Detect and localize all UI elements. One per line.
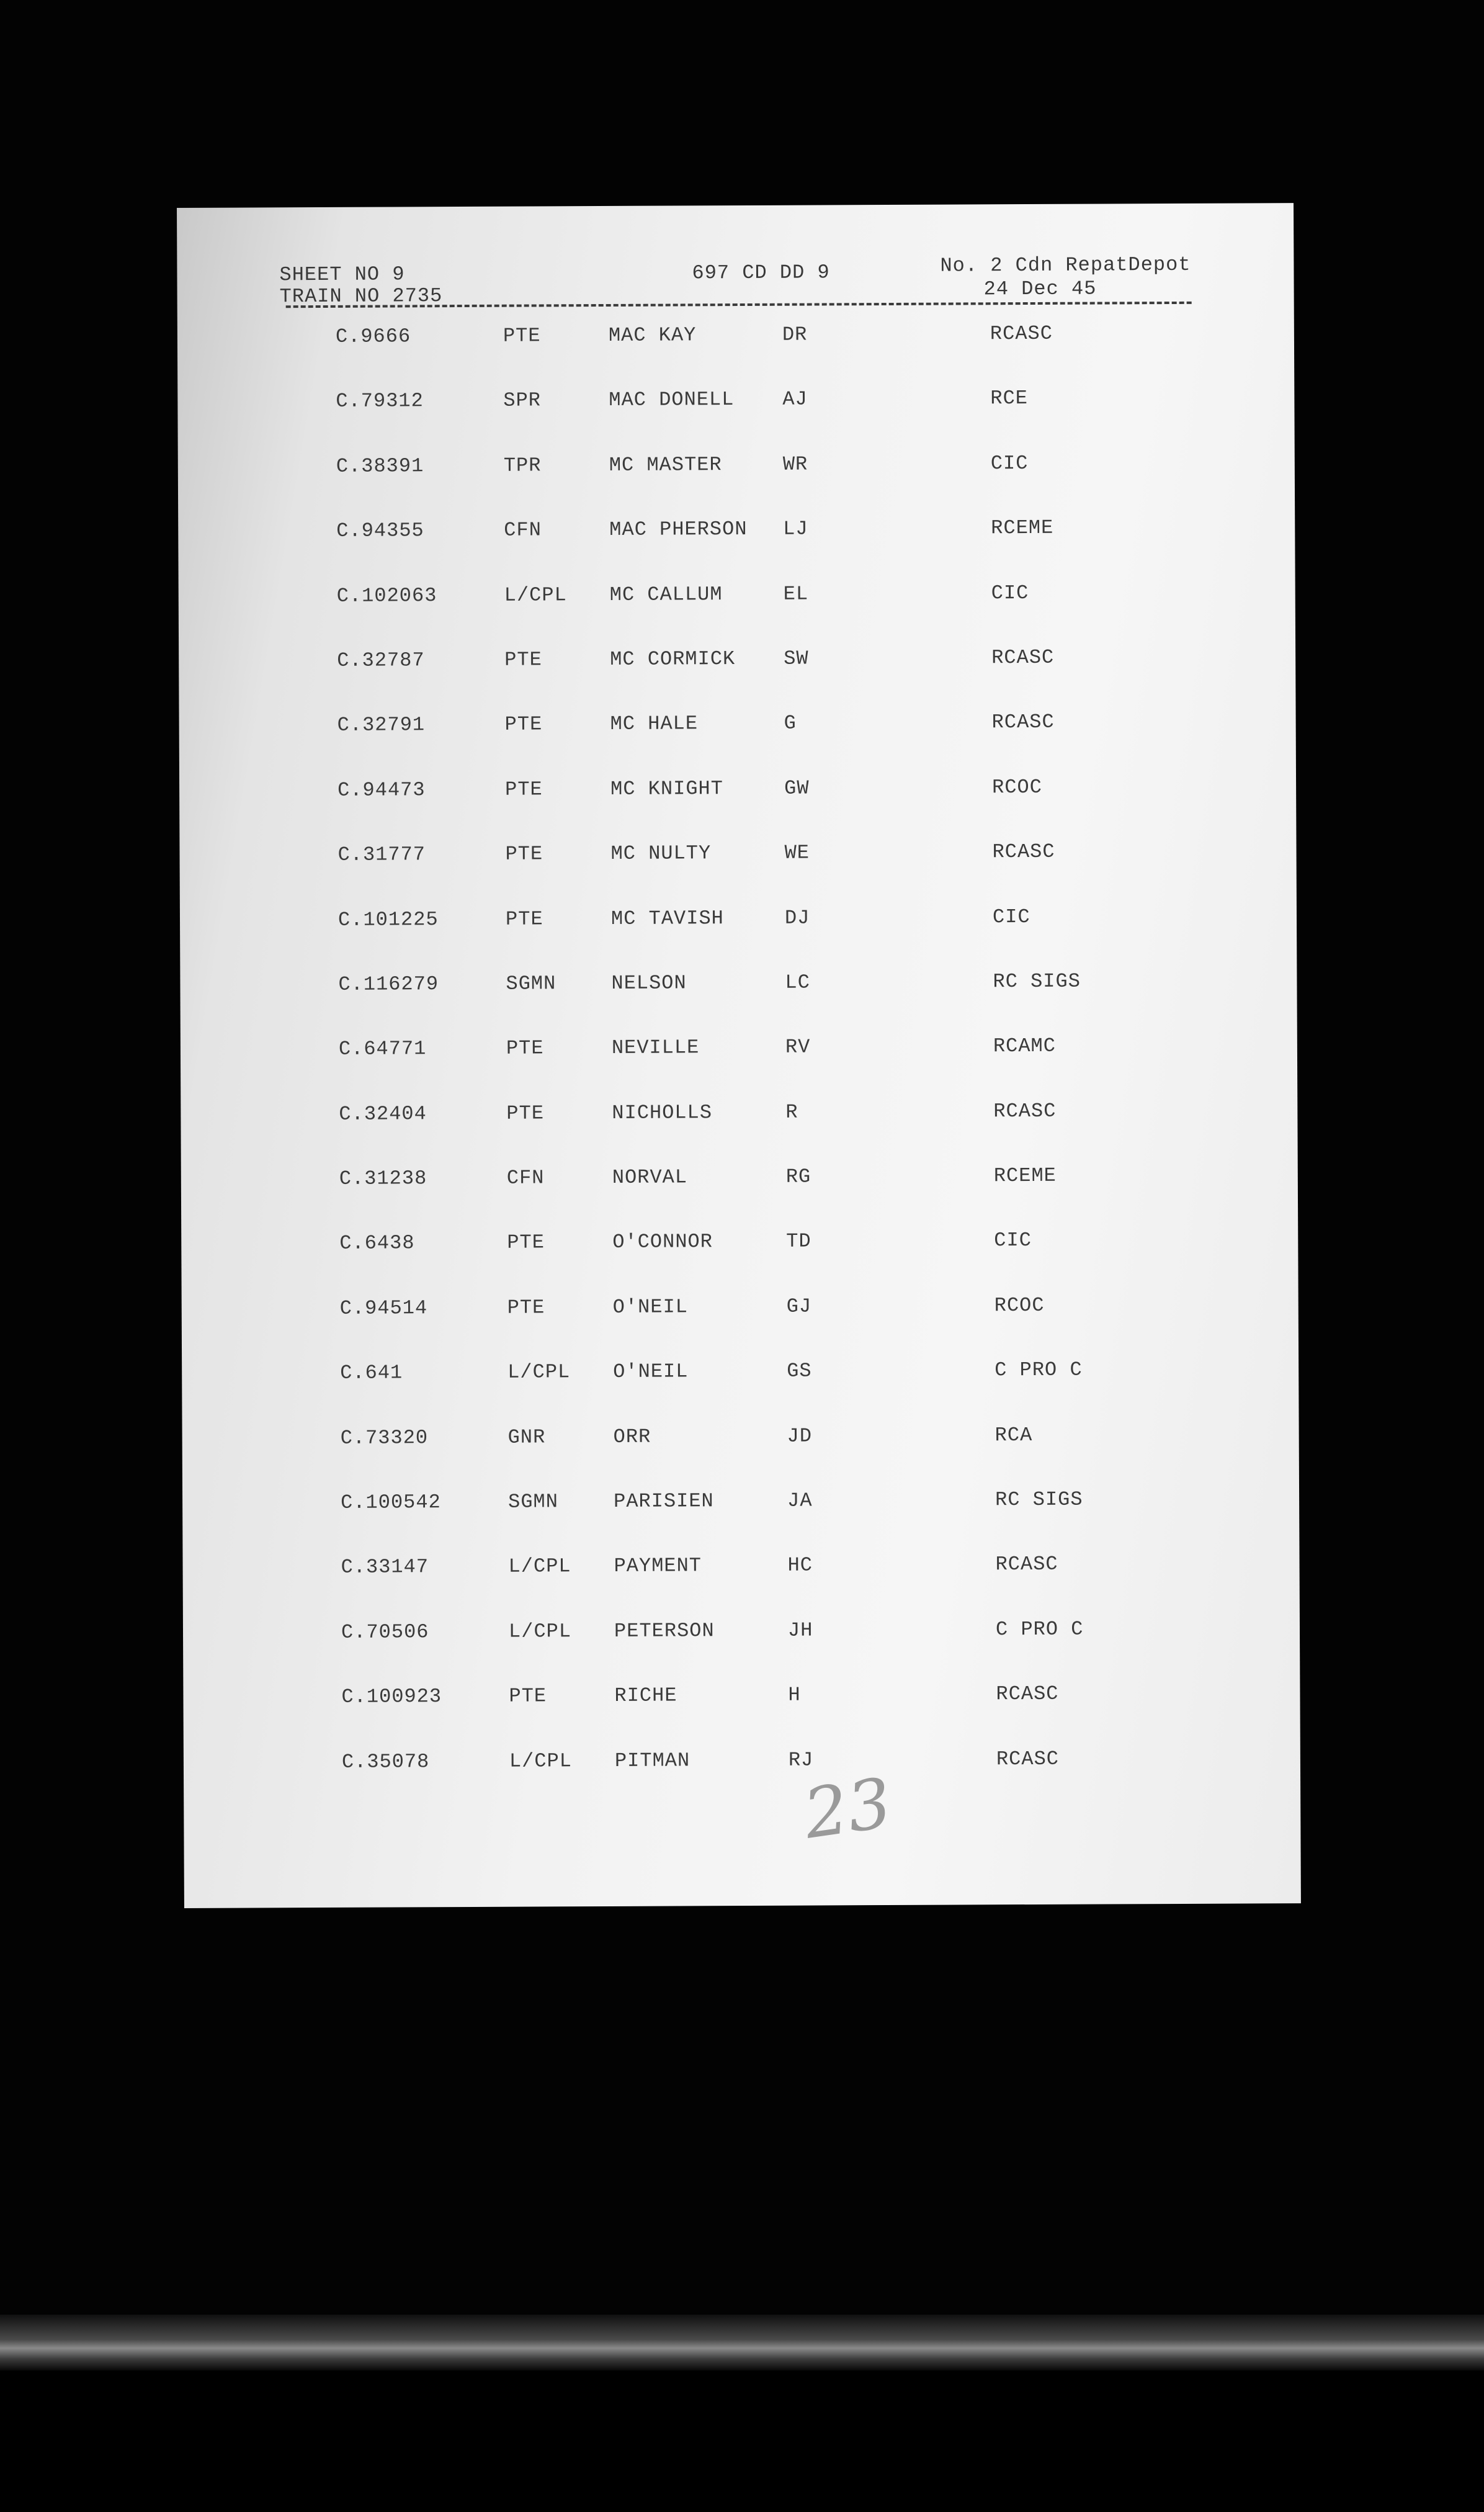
surname: ORR [613, 1425, 651, 1448]
table-row [179, 645, 1295, 714]
initials: RJ [788, 1748, 814, 1772]
table-row [179, 709, 1296, 779]
service-number: C.9666 [335, 325, 411, 348]
corps: RCASC [992, 840, 1055, 864]
corps: RCOC [994, 1293, 1045, 1317]
depot-name: No. 2 Cdn RepatDepot [940, 253, 1191, 277]
table-row [177, 386, 1294, 455]
initials: WR [782, 452, 808, 476]
initials: SW [784, 647, 809, 670]
table-row [181, 1163, 1298, 1232]
service-number: C.32404 [339, 1101, 427, 1126]
surname: MAC KAY [608, 323, 697, 347]
rank: PTE [509, 1684, 547, 1708]
corps: RCE [990, 387, 1029, 410]
table-row [177, 321, 1294, 390]
service-number: C.102063 [336, 583, 437, 608]
surname: NEVILLE [611, 1036, 700, 1060]
initials: GW [784, 776, 810, 800]
document-date: 24 Dec 45 [983, 277, 1097, 301]
initials: R [785, 1100, 798, 1124]
initials: LC [785, 971, 810, 994]
film-bottom-edge [0, 2371, 1484, 2512]
rank: CFN [506, 1166, 545, 1190]
corps: RCASC [996, 1682, 1059, 1706]
rank: L/CPL [509, 1749, 573, 1773]
surname: MC CORMICK [610, 647, 736, 671]
sheet-number: SHEET NO 9 [279, 262, 405, 287]
table-row [182, 1293, 1298, 1362]
service-number: C.70506 [341, 1620, 429, 1644]
table-row [178, 515, 1295, 585]
table-row [181, 1033, 1297, 1103]
initials: WE [784, 841, 810, 864]
service-number: C.641 [340, 1361, 403, 1385]
rank: GNR [507, 1425, 546, 1449]
service-number: C.101225 [337, 907, 439, 931]
corps: CIC [990, 451, 1029, 475]
handwritten-page-number: 23 [798, 1762, 896, 1854]
service-number: C.32787 [337, 648, 425, 672]
corps: RCA [995, 1423, 1033, 1447]
service-number: C.32791 [337, 713, 426, 737]
table-row [182, 1422, 1299, 1492]
surname: NELSON [611, 971, 687, 995]
corps: RC SIGS [995, 1487, 1083, 1512]
unit-code: 697 CD DD 9 [692, 261, 830, 285]
corps: RCOC [992, 775, 1042, 799]
initials: GS [787, 1359, 812, 1383]
surname: O'NEIL [612, 1295, 689, 1319]
corps: RCASC [996, 1747, 1060, 1770]
rank: PTE [503, 324, 541, 348]
service-number: C.73320 [340, 1425, 429, 1450]
corps: RC SIGS [993, 969, 1081, 994]
initials: AJ [782, 387, 808, 411]
surname: RICHE [614, 1684, 677, 1708]
initials: GJ [786, 1294, 812, 1318]
table-row [179, 839, 1296, 908]
surname: MC MASTER [609, 452, 722, 477]
service-number: C.94473 [337, 778, 426, 802]
surname: O'NEIL [613, 1360, 689, 1384]
service-number: C.64771 [338, 1037, 427, 1061]
table-row [179, 580, 1295, 650]
table-row [180, 969, 1297, 1038]
initials: RG [785, 1165, 811, 1188]
surname: PITMAN [614, 1749, 691, 1772]
table-row [183, 1681, 1300, 1751]
rank: L/CPL [508, 1554, 571, 1579]
corps: C PRO C [995, 1358, 1083, 1382]
rank: SPR [503, 388, 542, 413]
corps: RCASC [995, 1553, 1058, 1576]
corps: CIC [991, 581, 1029, 604]
service-number: C.100542 [341, 1491, 441, 1514]
corps: RCEME [991, 516, 1054, 540]
initials: JH [787, 1618, 813, 1642]
table-row [181, 1098, 1297, 1168]
corps: RCASC [993, 1099, 1057, 1123]
corps: RCAMC [993, 1034, 1057, 1058]
rank: L/CPL [504, 583, 567, 607]
surname: MC TAVISH [610, 906, 724, 930]
initials: JD [787, 1424, 813, 1448]
corps: RCASC [991, 711, 1055, 734]
rank: SGMN [506, 972, 556, 995]
rank: PTE [504, 712, 543, 737]
service-number: C.35078 [341, 1749, 430, 1774]
initials: G [784, 711, 797, 735]
corps: C PRO C [995, 1617, 1084, 1641]
surname: NICHOLLS [612, 1100, 713, 1124]
initials: TD [786, 1230, 811, 1254]
table-row [182, 1552, 1299, 1622]
rank: L/CPL [508, 1620, 572, 1643]
surname: MC NULTY [610, 841, 712, 866]
table-row [183, 1617, 1300, 1686]
surname: PAYMENT [614, 1554, 702, 1578]
surname: PARISIEN [614, 1489, 714, 1513]
rank: PTE [505, 907, 543, 931]
surname: MC CALLUM [609, 582, 723, 606]
table-row [181, 1228, 1298, 1298]
service-number: C.100923 [341, 1685, 442, 1709]
rank: PTE [505, 842, 543, 866]
surname: O'CONNOR [612, 1230, 713, 1254]
rank: L/CPL [507, 1360, 571, 1384]
table-row [178, 451, 1295, 520]
rank: CFN [504, 518, 542, 542]
initials: H [788, 1683, 801, 1707]
surname: PETERSON [614, 1619, 715, 1643]
rank: PTE [506, 1036, 544, 1060]
initials: RV [785, 1035, 811, 1059]
service-number: C.6438 [339, 1231, 415, 1255]
initials: HC [787, 1553, 813, 1577]
rank: PTE [507, 1231, 545, 1255]
corps: RCASC [991, 645, 1055, 670]
rank: PTE [506, 1101, 545, 1125]
corps: CIC [992, 905, 1030, 928]
rank: TPR [503, 454, 542, 477]
table-row [184, 1746, 1300, 1816]
initials: JA [787, 1489, 813, 1512]
corps: RCASC [990, 321, 1053, 346]
service-number: C.94514 [339, 1296, 428, 1320]
surname: MC HALE [610, 712, 699, 736]
service-number: C.38391 [336, 454, 424, 478]
film-edge-band [0, 2315, 1484, 2371]
rank: PTE [504, 648, 542, 671]
service-number: C.31777 [337, 843, 426, 867]
document-page [177, 203, 1301, 1908]
service-number: C.31238 [339, 1167, 427, 1190]
initials: EL [783, 582, 809, 606]
surname: MAC DONELL [609, 388, 735, 412]
table-row [182, 1357, 1298, 1427]
surname: NORVAL [612, 1165, 688, 1190]
table-row [182, 1487, 1299, 1556]
service-number: C.33147 [341, 1555, 429, 1579]
service-number: C.94355 [336, 519, 424, 543]
service-number: C.79312 [336, 389, 424, 413]
initials: DR [782, 323, 808, 346]
table-row [180, 904, 1297, 974]
personnel-list [177, 321, 1300, 1816]
rank: PTE [507, 1296, 545, 1319]
table-row [179, 774, 1296, 844]
rank: PTE [505, 778, 543, 801]
initials: LJ [783, 517, 808, 541]
train-number: TRAIN NO 2735 [279, 284, 443, 308]
corps: CIC [994, 1229, 1032, 1252]
initials: DJ [784, 906, 810, 930]
surname: MAC PHERSON [609, 518, 748, 542]
rank: SGMN [508, 1490, 558, 1514]
surname: MC KNIGHT [610, 776, 723, 801]
service-number: C.116279 [338, 972, 439, 996]
corps: RCEME [993, 1164, 1057, 1188]
